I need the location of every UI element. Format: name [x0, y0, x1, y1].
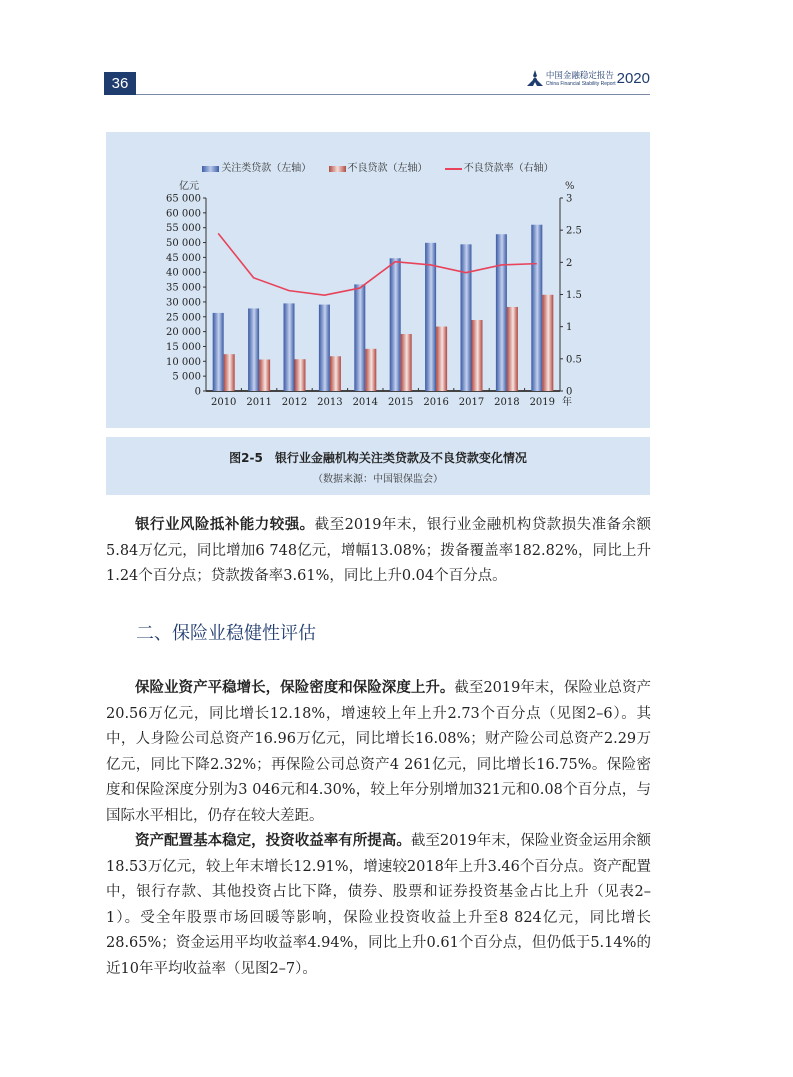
svg-text:60 000: 60 000: [166, 208, 201, 220]
svg-text:2018: 2018: [494, 397, 520, 408]
bar-npl: [401, 334, 412, 391]
bar-npl: [330, 356, 341, 391]
svg-text:0: 0: [194, 386, 201, 398]
y2-axis-unit: %: [565, 181, 575, 192]
svg-text:年: 年: [562, 397, 572, 408]
report-title-en: China Financial Stability Report: [545, 81, 616, 87]
legend-item-attention-loans: 关注类贷款（左轴）: [202, 163, 311, 174]
bar-attention-loans: [390, 258, 401, 391]
svg-text:10 000: 10 000: [166, 356, 201, 368]
bar-npl: [436, 327, 447, 391]
bar-attention-loans: [284, 303, 295, 391]
bar-npl: [472, 320, 483, 391]
svg-text:2014: 2014: [352, 397, 379, 408]
bar-npl: [259, 360, 270, 391]
paragraph-asset-allocation: 资产配置基本稳定，投资收益率有所提高。截至2019年末，保险业资金运用余额18.53万亿元，较上年末增长12.91%，增速较2018年上升3.46个百分点。资产配置中，银行存款、其他投资占比下降，债券、股票和证券投资基金占比上升（见表2–1）。受全年股票市场回暖等影响，保险业投资收益上升至8 824亿元，同比增长28.65%；资金运用平均收益率4.94%，同比上升0.61个百分点，但仍低于5.14%的近10年平均收益率（见图2–7）。: [106, 833, 651, 977]
svg-text:2015: 2015: [387, 397, 414, 408]
bar-attention-loans: [319, 305, 330, 391]
figure-caption-box: [106, 437, 650, 495]
figure-caption: 图2-5 银行业金融机构关注类贷款及不良贷款变化情况: [229, 451, 527, 465]
svg-text:3: 3: [566, 193, 573, 205]
svg-text:40 000: 40 000: [166, 267, 201, 279]
svg-text:0.5: 0.5: [566, 354, 582, 366]
svg-text:0: 0: [566, 386, 573, 398]
svg-text:15 000: 15 000: [166, 341, 201, 353]
section-heading: 二、保险业稳健性评估: [136, 623, 316, 644]
bar-attention-loans: [461, 244, 472, 391]
report-title-cn: 中国金融稳定报告: [545, 71, 614, 81]
paragraph-bank-provision: 银行业风险抵补能力较强。截至2019年末，银行业金融机构贷款损失准备余额5.84万亿元，同比增加6 748亿元，增幅13.08%；拨备覆盖率182.82%，同比上升1.24个百分点；贷款拨备率3.61%，同比上升0.04个百分点。: [106, 517, 652, 585]
bar-npl: [365, 349, 376, 391]
svg-text:2.5: 2.5: [566, 225, 582, 237]
bar-npl: [542, 295, 553, 391]
svg-text:50 000: 50 000: [166, 238, 201, 250]
svg-text:65 000: 65 000: [166, 193, 201, 205]
svg-text:2016: 2016: [423, 397, 449, 408]
bar-npl: [224, 354, 235, 391]
page-number: 36: [104, 72, 136, 95]
svg-text:45 000: 45 000: [166, 252, 201, 264]
svg-text:2012: 2012: [281, 397, 308, 408]
legend-item-npl: 不良贷款（左轴）: [329, 163, 428, 174]
bar-attention-loans: [496, 234, 507, 391]
svg-text:2: 2: [566, 257, 573, 269]
svg-text:2010: 2010: [210, 397, 237, 408]
bar-attention-loans: [248, 308, 259, 391]
header-rule: [136, 94, 650, 95]
chart-panel: [106, 132, 650, 428]
svg-text:2011: 2011: [246, 397, 272, 408]
report-year: 2020: [616, 70, 650, 87]
svg-text:20 000: 20 000: [166, 327, 201, 339]
bar-npl: [295, 359, 306, 391]
bar-attention-loans: [354, 284, 365, 391]
svg-text:1: 1: [566, 322, 573, 334]
chart-plot: [106, 132, 650, 428]
svg-text:55 000: 55 000: [166, 223, 201, 235]
svg-text:25 000: 25 000: [166, 312, 201, 324]
svg-text:35 000: 35 000: [166, 282, 201, 294]
paragraph-insurance-assets: 保险业资产平稳增长，保险密度和保险深度上升。截至2019年末，保险业总资产20.56万亿元，同比增长12.18%，增速较上年上升2.73个百分点（见图2–6）。其中，人身险公司总资产16.96万亿元，同比增长16.08%；财产险公司总资产2.29万亿元，同比下降2.32%；再保险公司总资产4 261亿元，同比增长16.75%。保险密度和保险深度分别为3 046元和4.30%，较上年分别增加321元和0.08个百分点，与国际水平相比，仍存在较大差距。: [106, 680, 652, 824]
line-npl-ratio: [218, 233, 537, 295]
report-brand: [527, 70, 650, 88]
bar-attention-loans: [531, 225, 542, 391]
paragraph-lead: 资产配置基本稳定，投资收益率有所提高。: [135, 833, 411, 849]
legend-item-npl-ratio: 不良贷款率（右轴）: [445, 163, 554, 174]
paragraph-lead: 银行业风险抵补能力较强。: [135, 517, 315, 533]
svg-text:30 000: 30 000: [166, 297, 201, 309]
figure-source: （数据来源：中国银保监会）: [313, 474, 443, 485]
svg-text:2019: 2019: [529, 397, 556, 408]
y-axis-unit: 亿元: [179, 181, 199, 192]
bar-npl: [507, 307, 518, 391]
svg-text:2017: 2017: [458, 397, 485, 408]
svg-text:1.5: 1.5: [566, 290, 582, 301]
svg-text:5 000: 5 000: [172, 371, 201, 383]
svg-text:2013: 2013: [317, 397, 343, 408]
bar-attention-loans: [213, 313, 224, 391]
pboc-logo-icon: [527, 70, 543, 88]
paragraph-lead: 保险业资产平稳增长，保险密度和保险深度上升。: [135, 680, 455, 696]
